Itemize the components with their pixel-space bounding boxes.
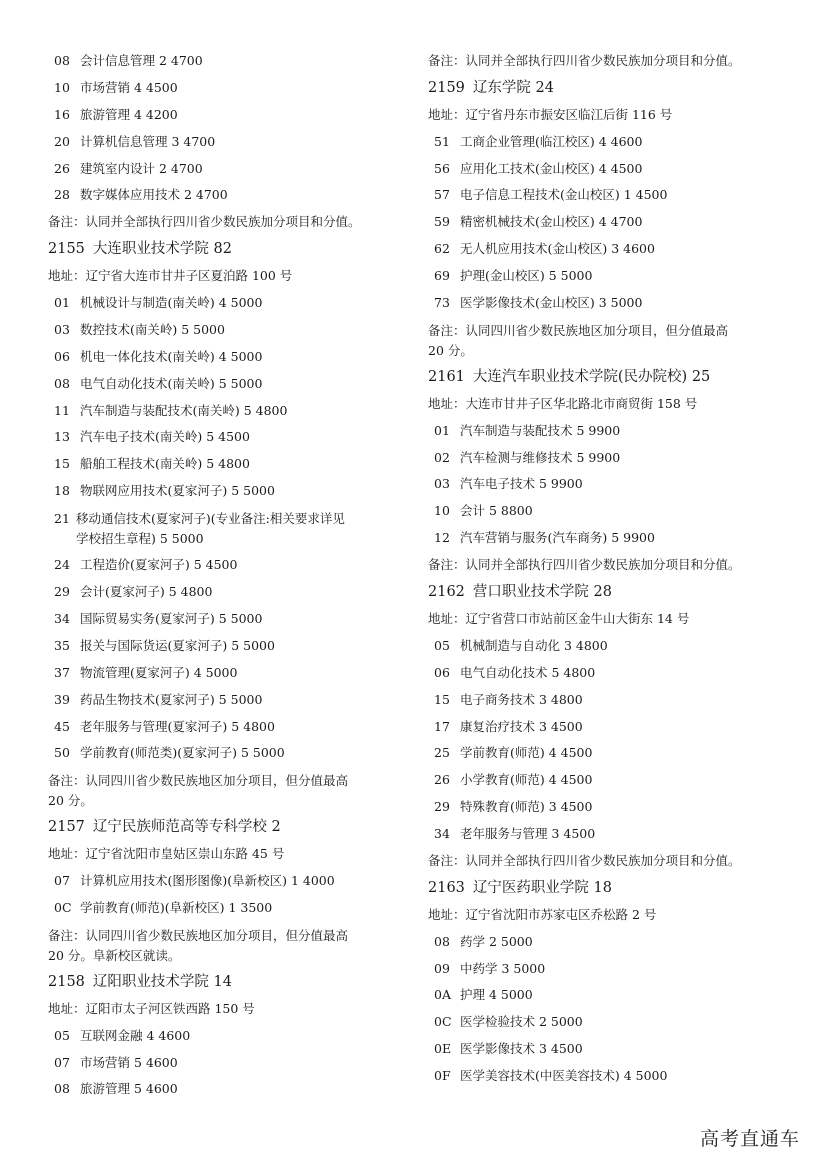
school-address: 地址：辽宁省丹东市振安区临江后街 116 号 [428,106,673,122]
list-item: 45 老年服务与管理(夏家河子) 5 4800 [54,718,275,734]
list-item: 29 特殊教育(师范) 3 4500 [434,799,593,815]
list-item: 08 旅游管理 5 4600 [54,1081,178,1097]
list-item: 11 汽车制造与装配技术(南关岭) 5 4800 [54,402,288,418]
list-item: 35 报关与国际货运(夏家河子) 5 5000 [54,637,275,653]
list-item: 37 物流管理(夏家河子) 4 5000 [54,664,238,680]
list-item: 06 电气自动化技术 5 4800 [434,664,596,680]
school-address: 地址：辽阳市太子河区铁西路 150 号 [48,1000,255,1016]
list-item: 34 老年服务与管理 3 4500 [434,826,596,842]
list-item: 10 市场营销 4 4500 [54,79,178,95]
school-address: 地址：辽宁省沈阳市苏家屯区乔松路 2 号 [428,906,657,922]
list-item: 26 小学教育(师范) 4 4500 [434,772,593,788]
list-item: 05 机械制造与自动化 3 4800 [434,637,608,653]
list-item: 28 数字媒体应用技术 2 4700 [54,187,228,203]
school-heading: 2158 辽阳职业技术学院 14 [48,973,232,990]
list-item: 08 会计信息管理 2 4700 [54,53,203,68]
school-address: 地址：辽宁省大连市甘井子区夏泊路 100 号 [48,268,293,284]
list-item: 69 护理(金山校区) 5 5000 [434,268,593,284]
list-item: 59 精密机械技术(金山校区) 4 4700 [434,214,643,230]
list-item: 15 船舶工程技术(南关岭) 5 4800 [54,456,250,472]
list-item: 24 工程造价(夏家河子) 5 4500 [54,557,238,573]
school-heading: 2157 辽宁民族师范高等专科学校 2 [48,819,281,836]
remark-note: 备注：认同四川省少数民族地区加分项目，但分值最高 20 分。阜新校区就读。 [48,927,349,963]
list-item: 29 会计(夏家河子) 5 4800 [54,584,213,600]
school-heading: 2163 辽宁医药职业学院 18 [428,879,612,896]
remark-note: 备注：认同并全部执行四川省少数民族加分项目和分值。 [428,53,741,68]
list-item: 16 旅游管理 4 4200 [54,106,178,122]
remark-note: 备注：认同并全部执行四川省少数民族加分项目和分值。 [428,852,741,868]
list-item: 08 药学 2 5000 [434,933,533,949]
list-item: 62 无人机应用技术(金山校区) 3 4600 [434,241,655,257]
list-item: 05 互联网金融 4 4600 [54,1027,191,1043]
list-item: 39 药品生物技术(夏家河子) 5 5000 [54,691,263,707]
school-heading: 2162 营口职业技术学院 28 [428,584,612,601]
list-item: 20 计算机信息管理 3 4700 [54,133,216,149]
list-item: 73 医学影像技术(金山校区) 3 5000 [434,295,643,311]
remark-note: 备注：认同四川省少数民族地区加分项目，但分值最高 20 分。 [428,322,729,358]
list-item: 07 计算机应用技术(图形图像)(阜新校区) 1 4000 [54,873,335,889]
list-item: 17 康复治疗技术 3 4500 [434,718,583,734]
list-item: 0F 医学美容技术(中医美容技术) 4 5000 [434,1068,668,1084]
list-item: 57 电子信息工程技术(金山校区) 1 4500 [434,187,668,203]
list-item: 08 电气自动化技术(南关岭) 5 5000 [54,375,263,391]
list-item: 09 中药学 3 5000 [434,960,546,976]
school-heading: 2159 辽东学院 24 [428,79,554,96]
remark-note: 备注：认同并全部执行四川省少数民族加分项目和分值。 [48,214,361,230]
list-item: 13 汽车电子技术(南关岭) 5 4500 [54,429,250,445]
school-heading: 2161 大连汽车职业技术学院(民办院校) 25 [428,368,711,385]
school-address: 地址：辽宁省沈阳市皇姑区崇山东路 45 号 [48,846,285,862]
remark-note: 备注：认同四川省少数民族地区加分项目，但分值最高 20 分。 [48,773,349,809]
list-item: 50 学前教育(师范类)(夏家河子) 5 5000 [54,745,285,761]
list-item: 0E 医学影像技术 3 4500 [434,1041,583,1057]
left-column [48,48,410,1103]
list-item: 12 汽车营销与服务(汽车商务) 5 9900 [434,530,655,546]
list-item: 56 应用化工技术(金山校区) 4 4500 [434,160,643,176]
right-column [428,48,798,1090]
list-item: 26 建筑室内设计 2 4700 [54,160,203,176]
list-item: 01 机械设计与制造(南关岭) 4 5000 [54,295,263,311]
school-address: 地址：辽宁省营口市站前区金牛山大街东 14 号 [428,610,690,626]
list-item: 51 工商企业管理(临江校区) 4 4600 [434,133,643,149]
list-item: 0A 护理 4 5000 [434,987,533,1003]
list-item: 02 汽车检测与维修技术 5 9900 [434,449,621,465]
remark-note: 备注：认同并全部执行四川省少数民族加分项目和分值。 [428,557,741,573]
school-address: 地址：大连市甘井子区华北路北市商贸街 158 号 [428,395,698,411]
list-item: 15 电子商务技术 3 4800 [434,691,583,707]
list-item: 03 数控技术(南关岭) 5 5000 [54,321,225,337]
watermark-text: 高考直通车 [699,1128,800,1150]
list-item: 06 机电一体化技术(南关岭) 4 5000 [54,348,263,364]
list-item: 07 市场营销 5 4600 [54,1054,178,1070]
list-item: 21 移动通信技术(夏家河子)(专业备注:相关要求详见 学校招生章程) 5 5000 [54,511,345,547]
list-item: 03 汽车电子技术 5 9900 [434,476,583,492]
list-item: 0C 医学检验技术 2 5000 [434,1014,583,1030]
list-item: 34 国际贸易实务(夏家河子) 5 5000 [54,610,263,626]
school-heading: 2155 大连职业技术学院 82 [48,241,232,258]
list-item: 01 汽车制造与装配技术 5 9900 [434,422,621,438]
list-item: 0C 学前教育(师范)(阜新校区) 1 3500 [54,899,273,915]
list-item: 18 物联网应用技术(夏家河子) 5 5000 [54,483,275,499]
list-item: 10 会计 5 8800 [434,503,533,519]
list-item: 25 学前教育(师范) 4 4500 [434,745,593,761]
